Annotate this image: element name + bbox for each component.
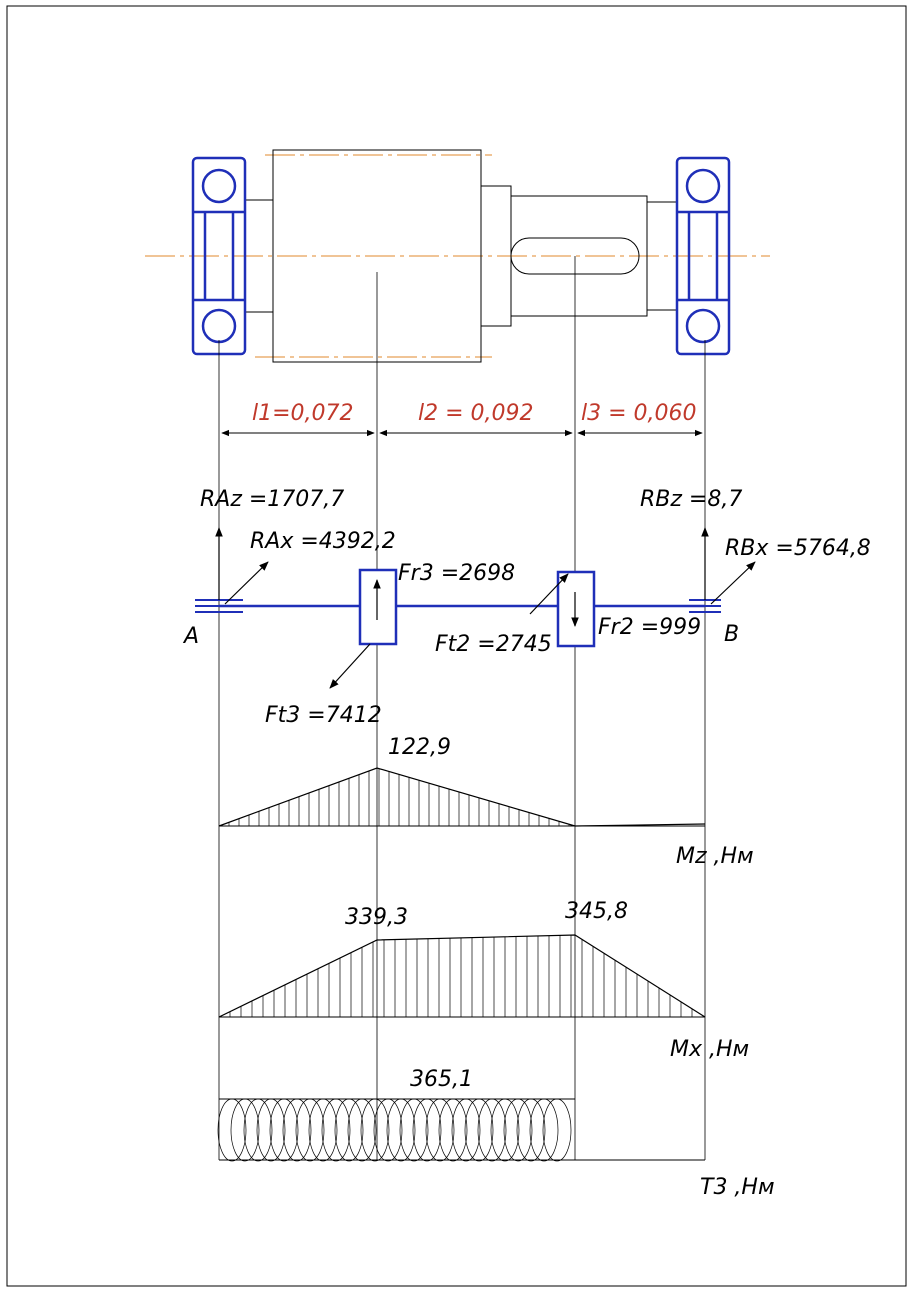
mz-hatching xyxy=(229,769,569,826)
torque-loop-hatching xyxy=(218,1099,571,1161)
torque-loop xyxy=(335,1099,363,1161)
torque-loop xyxy=(270,1099,298,1161)
label-rbx: RBx =5764,8 xyxy=(725,536,871,561)
label-fr3: Fr3 =2698 xyxy=(398,561,516,586)
dimension-l1: l1=0,072 xyxy=(252,401,354,426)
torque-loop xyxy=(361,1099,389,1161)
label-fr2: Fr2 =999 xyxy=(598,615,702,640)
torque-loop xyxy=(530,1099,558,1161)
label-rbz: RBz =8,7 xyxy=(640,487,743,512)
torque-loop xyxy=(543,1099,571,1161)
mz-curve xyxy=(219,768,705,826)
label-support-b: B xyxy=(724,622,740,647)
dimension-l3: l3 = 0,060 xyxy=(581,401,697,426)
torque-loop xyxy=(491,1099,519,1161)
torque-loop xyxy=(413,1099,441,1161)
mx-hatching xyxy=(230,935,703,1017)
torque-loop xyxy=(348,1099,376,1161)
torque-loop xyxy=(426,1099,454,1161)
torque-loop xyxy=(374,1099,402,1161)
torque-loop xyxy=(283,1099,311,1161)
mx-peak-value-left: 339,3 xyxy=(345,905,408,930)
torque-loop xyxy=(309,1099,337,1161)
mz-axis-label: Mz ,Нм xyxy=(676,844,754,869)
torque-loop xyxy=(400,1099,428,1161)
arrow-rbx xyxy=(711,562,755,604)
torque-diagram xyxy=(218,1099,705,1161)
torque-loop xyxy=(244,1099,272,1161)
mx-axis-label: Mx ,Нм xyxy=(670,1037,750,1062)
torque-loop xyxy=(296,1099,324,1161)
dimension-l2: l2 = 0,092 xyxy=(418,401,534,426)
torque-axis-label: T3 ,Нм xyxy=(700,1175,775,1200)
mz-diagram xyxy=(219,768,705,826)
torque-loop xyxy=(257,1099,285,1161)
gear-block-right xyxy=(558,572,594,646)
torque-value: 365,1 xyxy=(410,1067,473,1092)
torque-loop xyxy=(465,1099,493,1161)
shaft-assembly xyxy=(145,150,770,362)
label-rax: RAx =4392,2 xyxy=(250,529,396,554)
mz-peak-value: 122,9 xyxy=(388,735,451,760)
gear-block-left xyxy=(360,570,396,644)
mx-peak-value-right: 345,8 xyxy=(565,899,628,924)
torque-loop xyxy=(322,1099,350,1161)
torque-loop xyxy=(452,1099,480,1161)
torque-loop xyxy=(218,1099,246,1161)
arrow-rax xyxy=(225,562,268,604)
torque-loop xyxy=(478,1099,506,1161)
torque-loop xyxy=(387,1099,415,1161)
label-ft3: Ft3 =7412 xyxy=(265,703,382,728)
torque-loop xyxy=(439,1099,467,1161)
mx-curve xyxy=(219,935,705,1017)
label-ft2: Ft2 =2745 xyxy=(435,632,552,657)
torque-loop xyxy=(517,1099,545,1161)
torque-loop xyxy=(504,1099,532,1161)
mx-diagram xyxy=(219,935,705,1017)
label-support-a: A xyxy=(184,624,200,649)
torque-loop xyxy=(231,1099,259,1161)
arrow-ft3 xyxy=(330,644,370,688)
label-raz: RAz =1707,7 xyxy=(200,487,345,512)
